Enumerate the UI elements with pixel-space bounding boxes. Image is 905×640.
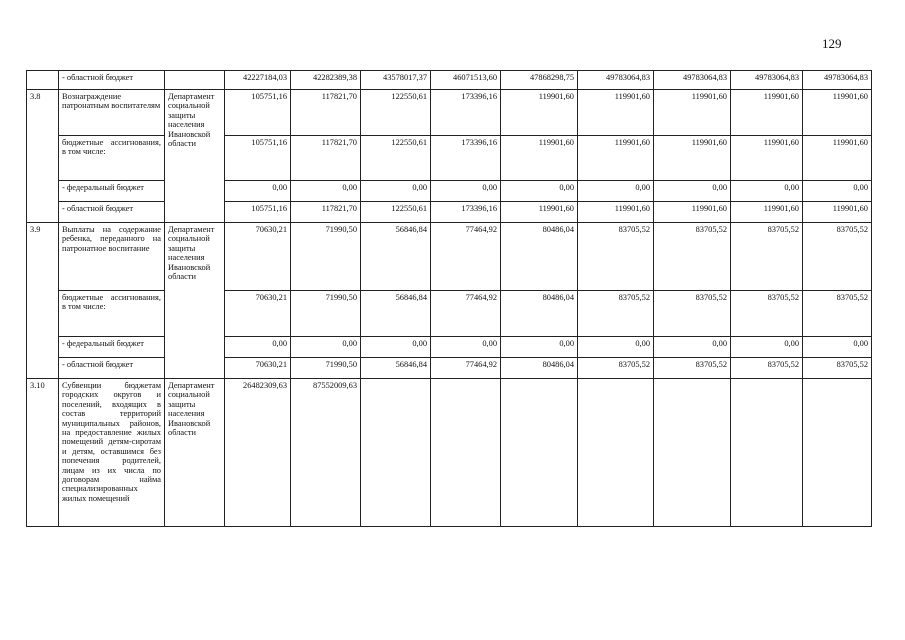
value-cell: 42282389,38 [291, 71, 361, 90]
value-cell: 49783064,83 [731, 71, 803, 90]
table-row [27, 136, 872, 181]
value-cell: 119901,60 [578, 202, 654, 223]
value-cell [654, 379, 731, 527]
value-cell [361, 379, 431, 527]
value-cell: 26482309,63 [225, 379, 291, 527]
row-number-cell [27, 71, 59, 90]
value-cell: 70630,21 [225, 223, 291, 291]
value-cell: 83705,52 [654, 358, 731, 379]
value-cell [578, 379, 654, 527]
row-number-cell: 3.8 [27, 90, 59, 223]
row-label-cell: бюджетные ассигнования, в том числе: [59, 136, 165, 181]
row-label-cell: - областной бюджет [59, 202, 165, 223]
value-cell: 119901,60 [731, 90, 803, 136]
value-cell: 0,00 [361, 181, 431, 202]
value-cell: 83705,52 [803, 358, 872, 379]
row-label-cell: - федеральный бюджет [59, 337, 165, 358]
executor-cell: Департамент социальной защиты населения Ивановской области [165, 379, 225, 527]
value-cell: 0,00 [578, 337, 654, 358]
value-cell: 83705,52 [731, 291, 803, 337]
value-cell: 71990,50 [291, 291, 361, 337]
value-cell: 119901,60 [803, 202, 872, 223]
row-label-cell: - федеральный бюджет [59, 181, 165, 202]
value-cell: 105751,16 [225, 90, 291, 136]
value-cell: 49783064,83 [803, 71, 872, 90]
value-cell: 47868298,75 [501, 71, 578, 90]
value-cell: 119901,60 [654, 90, 731, 136]
value-cell: 83705,52 [578, 291, 654, 337]
row-title-cell: Выплаты на содержание ребенка, переданного на патронатное воспитание [59, 223, 165, 291]
value-cell: 119901,60 [501, 202, 578, 223]
row-label-cell: - областной бюджет [59, 358, 165, 379]
value-cell: 0,00 [654, 337, 731, 358]
value-cell: 70630,21 [225, 291, 291, 337]
value-cell: 117821,70 [291, 202, 361, 223]
value-cell: 0,00 [501, 337, 578, 358]
value-cell [731, 379, 803, 527]
value-cell: 119901,60 [578, 136, 654, 181]
value-cell: 173396,16 [431, 90, 501, 136]
value-cell: 80486,04 [501, 223, 578, 291]
value-cell: 105751,16 [225, 136, 291, 181]
executor-cell: Департамент социальной защиты населения Ивановской области [165, 90, 225, 223]
value-cell: 0,00 [291, 337, 361, 358]
row-title-cell: Субвенции бюджетам городских округов и поселений, входящих в состав территорий муниципальных районов, на предоставление жилых помещений детям-сиротам и детям, оставшимся без попечения родителей, лицам из их числа по договорам найма специализированных жилых помещений [59, 379, 165, 527]
row-number-cell: 3.9 [27, 223, 59, 379]
value-cell: 83705,52 [654, 291, 731, 337]
value-cell: 0,00 [731, 337, 803, 358]
value-cell: 56846,84 [361, 223, 431, 291]
table-row [27, 291, 872, 337]
value-cell: 77464,92 [431, 291, 501, 337]
value-cell: 83705,52 [654, 223, 731, 291]
value-cell: 0,00 [431, 181, 501, 202]
value-cell: 0,00 [225, 337, 291, 358]
executor-cell: Департамент социальной защиты населения Ивановской области [165, 223, 225, 379]
row-label-cell: бюджетные ассигнования, в том числе: [59, 291, 165, 337]
value-cell: 119901,60 [803, 90, 872, 136]
value-cell: 43578017,37 [361, 71, 431, 90]
value-cell: 119901,60 [654, 202, 731, 223]
value-cell: 122550,61 [361, 202, 431, 223]
budget-table [26, 70, 872, 527]
value-cell: 0,00 [225, 181, 291, 202]
value-cell: 77464,92 [431, 358, 501, 379]
value-cell: 119901,60 [654, 136, 731, 181]
table-body [27, 71, 872, 527]
value-cell: 122550,61 [361, 136, 431, 181]
value-cell: 0,00 [578, 181, 654, 202]
value-cell: 83705,52 [731, 223, 803, 291]
value-cell: 71990,50 [291, 223, 361, 291]
value-cell: 119901,60 [578, 90, 654, 136]
value-cell: 0,00 [654, 181, 731, 202]
value-cell: 83705,52 [731, 358, 803, 379]
value-cell: 71990,50 [291, 358, 361, 379]
executor-cell [165, 71, 225, 90]
value-cell: 105751,16 [225, 202, 291, 223]
value-cell: 119901,60 [731, 136, 803, 181]
value-cell: 0,00 [803, 337, 872, 358]
table-row [27, 90, 872, 136]
value-cell: 173396,16 [431, 136, 501, 181]
table-row [27, 181, 872, 202]
value-cell: 173396,16 [431, 202, 501, 223]
value-cell: 119901,60 [731, 202, 803, 223]
value-cell: 83705,52 [803, 291, 872, 337]
table-row [27, 379, 872, 527]
value-cell: 83705,52 [578, 358, 654, 379]
value-cell: 117821,70 [291, 136, 361, 181]
value-cell: 56846,84 [361, 291, 431, 337]
table-row [27, 337, 872, 358]
value-cell: 119901,60 [501, 136, 578, 181]
value-cell: 46071513,60 [431, 71, 501, 90]
value-cell: 83705,52 [803, 223, 872, 291]
value-cell: 42227184,03 [225, 71, 291, 90]
value-cell: 87552009,63 [291, 379, 361, 527]
value-cell: 0,00 [803, 181, 872, 202]
row-title-cell: Вознаграждение патронатным воспитателям [59, 90, 165, 136]
value-cell: 117821,70 [291, 90, 361, 136]
table-row [27, 71, 872, 90]
value-cell: 0,00 [431, 337, 501, 358]
value-cell: 119901,60 [803, 136, 872, 181]
row-number-cell: 3.10 [27, 379, 59, 527]
page-number: 129 [822, 36, 842, 51]
value-cell: 49783064,83 [578, 71, 654, 90]
value-cell [431, 379, 501, 527]
value-cell: 70630,21 [225, 358, 291, 379]
value-cell [803, 379, 872, 527]
value-cell: 77464,92 [431, 223, 501, 291]
table-row [27, 223, 872, 291]
value-cell: 56846,84 [361, 358, 431, 379]
value-cell: 80486,04 [501, 291, 578, 337]
value-cell [501, 379, 578, 527]
value-cell: 49783064,83 [654, 71, 731, 90]
value-cell: 0,00 [501, 181, 578, 202]
row-label-cell: - областной бюджет [59, 71, 165, 90]
value-cell: 0,00 [361, 337, 431, 358]
value-cell: 119901,60 [501, 90, 578, 136]
value-cell: 0,00 [731, 181, 803, 202]
value-cell: 122550,61 [361, 90, 431, 136]
value-cell: 0,00 [291, 181, 361, 202]
value-cell: 83705,52 [578, 223, 654, 291]
table-row [27, 202, 872, 223]
table-row [27, 358, 872, 379]
value-cell: 80486,04 [501, 358, 578, 379]
